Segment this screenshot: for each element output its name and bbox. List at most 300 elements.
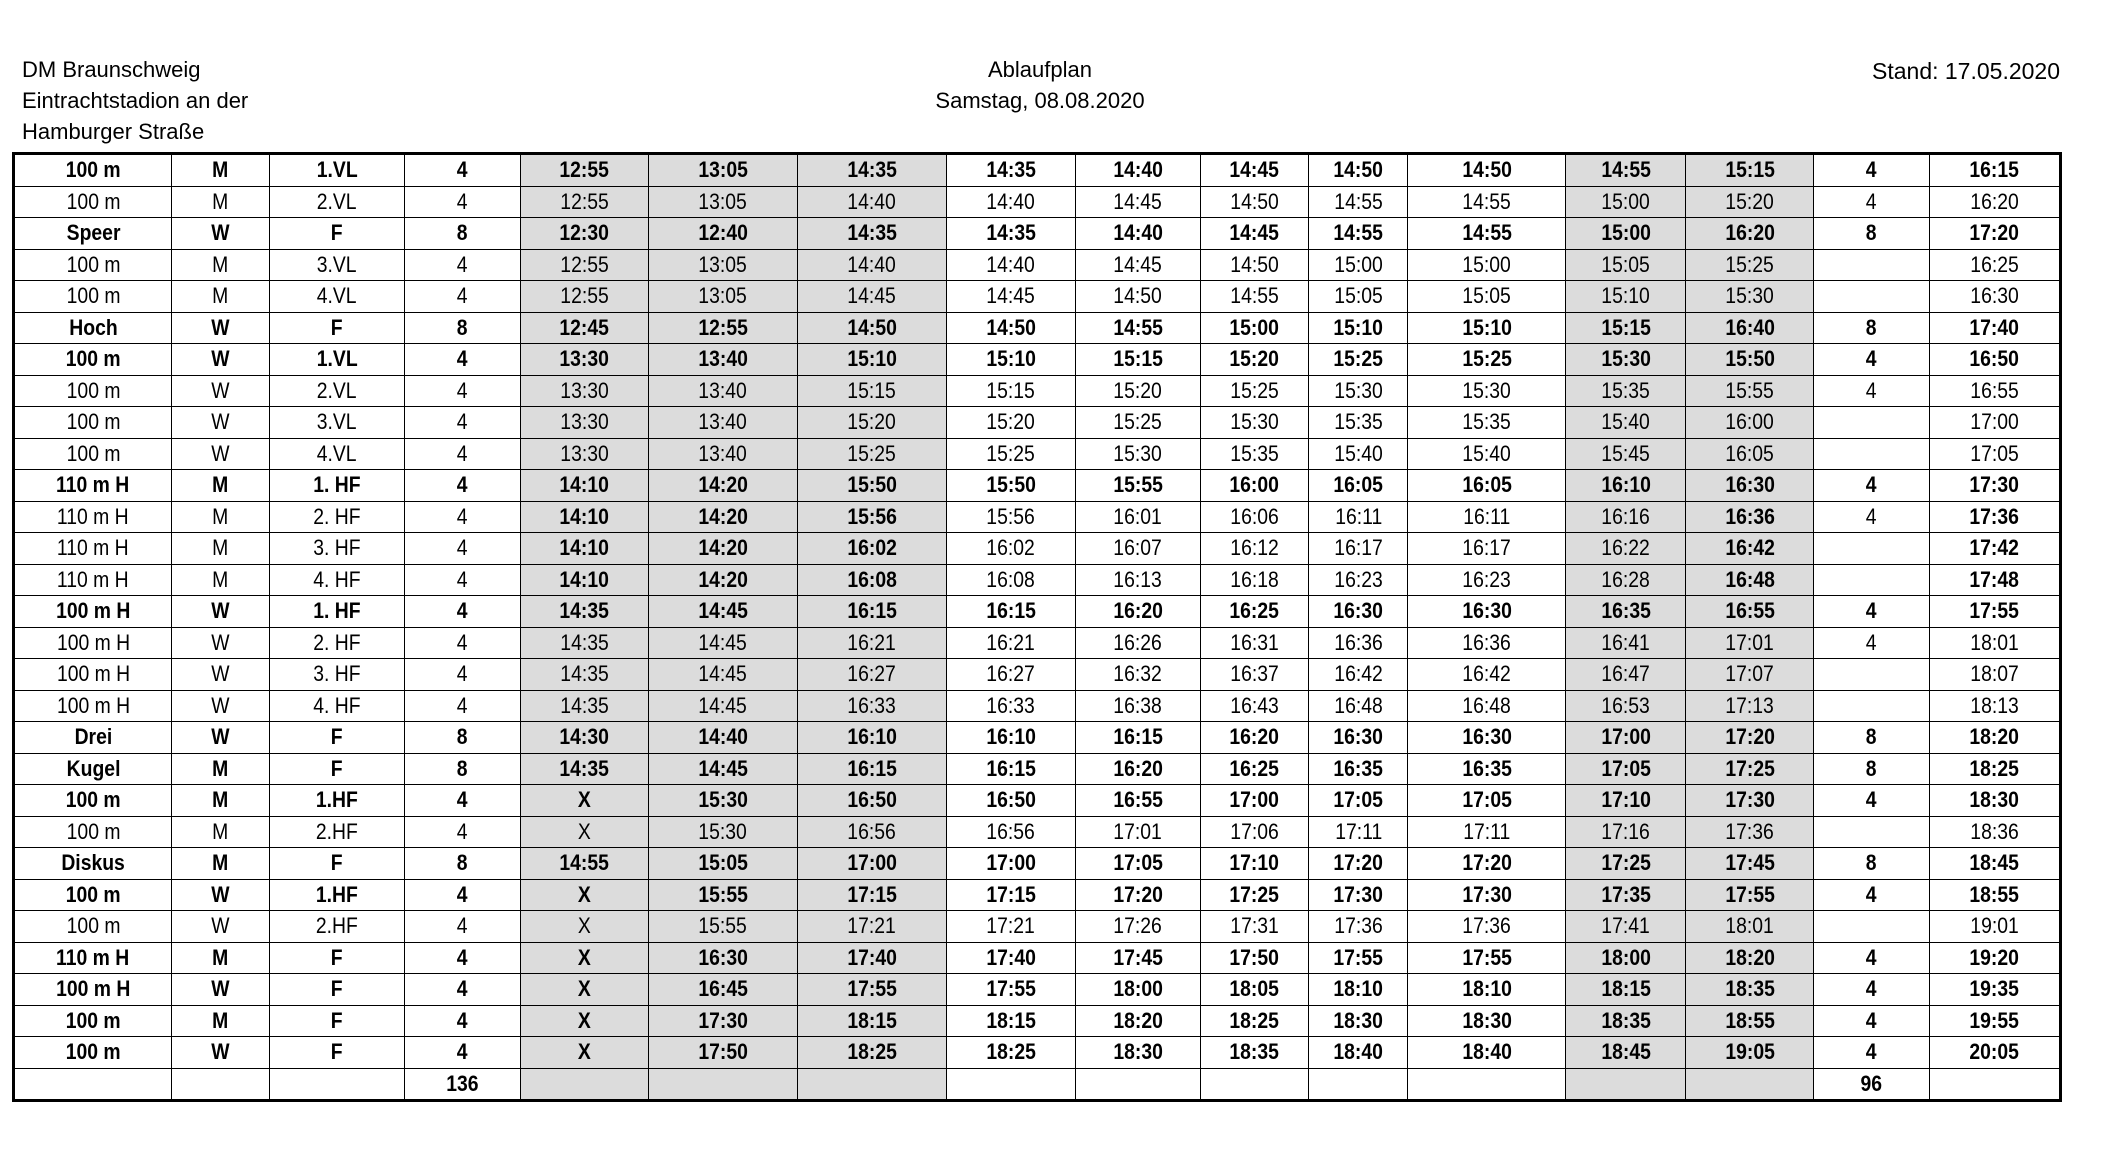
table-cell <box>648 344 797 376</box>
table-cell <box>14 596 172 628</box>
table-cell <box>797 281 946 313</box>
table-cell <box>1929 785 2060 817</box>
table-cell <box>1814 533 1930 565</box>
table-cell <box>172 438 270 470</box>
table-cell <box>1566 470 1686 502</box>
table-cell <box>1814 186 1930 218</box>
table-cell <box>269 564 404 596</box>
table-cell <box>172 942 270 974</box>
cell-text: 19:01 <box>1970 913 2019 939</box>
cell-text: 4 <box>456 535 468 561</box>
cell-text: 16:55 <box>1112 787 1163 813</box>
cell-text: 14:10 <box>559 566 609 592</box>
table-cell <box>797 533 946 565</box>
table-cell <box>1686 690 1814 722</box>
table-cell <box>1929 659 2060 691</box>
cell-text: 15:30 <box>1600 346 1651 372</box>
cell-text: X <box>577 976 591 1002</box>
cell-text: 17:30 <box>1969 472 2020 498</box>
table-cell <box>797 154 946 187</box>
cell-text: 18:10 <box>1461 976 1512 1002</box>
table-cell <box>1408 154 1566 187</box>
table-cell <box>14 785 172 817</box>
table-cell <box>797 186 946 218</box>
cell-text: 18:15 <box>846 1007 897 1033</box>
cell-text: 18:25 <box>1969 755 2020 781</box>
table-row <box>14 911 2061 943</box>
cell-text: 16:36 <box>1724 503 1775 529</box>
table-cell <box>1200 690 1309 722</box>
table-cell <box>648 690 797 722</box>
cell-text: 16:17 <box>1462 535 1511 561</box>
table-cell <box>172 753 270 785</box>
table-cell <box>1075 1005 1200 1037</box>
cell-text: 17:16 <box>1601 818 1650 844</box>
total-cell <box>269 1068 404 1100</box>
table-cell <box>648 942 797 974</box>
table-cell <box>1309 848 1408 880</box>
cell-text: 100 m <box>65 1007 121 1033</box>
table-cell <box>1309 218 1408 250</box>
cell-text: 13:40 <box>698 409 747 435</box>
total-cell <box>1814 1068 1930 1100</box>
table-cell <box>648 848 797 880</box>
table-cell <box>797 1037 946 1069</box>
table-cell <box>14 911 172 943</box>
cell-text: 18:00 <box>1112 976 1163 1002</box>
table-cell <box>520 501 648 533</box>
table-cell <box>1200 753 1309 785</box>
table-cell <box>1566 249 1686 281</box>
table-cell <box>172 407 270 439</box>
table-cell <box>1814 249 1930 281</box>
table-cell <box>648 249 797 281</box>
cell-text: 15:40 <box>1334 440 1383 466</box>
cell-text: 17:36 <box>1334 913 1383 939</box>
table-cell <box>1075 627 1200 659</box>
table-cell <box>1929 470 2060 502</box>
cell-text: 17:31 <box>1230 913 1279 939</box>
table-cell <box>269 690 404 722</box>
cell-text: 14:50 <box>1113 283 1162 309</box>
cell-text: 17:26 <box>1113 913 1162 939</box>
cell-text: 19:20 <box>1969 944 2020 970</box>
table-cell <box>520 1005 648 1037</box>
cell-text: 100 m <box>66 188 120 214</box>
cell-text: 15:45 <box>1601 440 1650 466</box>
cell-text: 15:00 <box>1601 188 1650 214</box>
table-cell <box>520 753 648 785</box>
cell-text: 4 <box>456 787 468 813</box>
table-cell <box>1814 911 1930 943</box>
venue-line-1: DM Braunschweig <box>22 57 201 82</box>
cell-text: 100 m H <box>55 598 131 624</box>
cell-text: X <box>577 1007 591 1033</box>
table-cell <box>797 218 946 250</box>
cell-text: 15:30 <box>697 787 748 813</box>
table-cell <box>14 848 172 880</box>
cell-text: Drei <box>74 724 112 750</box>
table-cell <box>1566 564 1686 596</box>
cell-text: 16:50 <box>985 787 1036 813</box>
cell-text: F <box>330 1039 343 1065</box>
table-cell <box>1408 627 1566 659</box>
cell-text: 2. HF <box>313 629 361 655</box>
cell-text: W <box>211 913 230 939</box>
cell-text: 100 m <box>65 346 121 372</box>
cell-text: 17:01 <box>1113 818 1162 844</box>
cell-text: 13:30 <box>559 346 609 372</box>
cell-text: 16:07 <box>1113 535 1162 561</box>
cell-text: 4 <box>1866 503 1877 529</box>
table-cell <box>1200 281 1309 313</box>
cell-text: 100 m <box>66 440 120 466</box>
table-cell <box>1200 154 1309 187</box>
cell-text: 17:50 <box>697 1039 748 1065</box>
table-cell <box>946 186 1075 218</box>
table-cell <box>648 627 797 659</box>
cell-text: 17:25 <box>1600 850 1651 876</box>
cell-text: 17:21 <box>847 913 896 939</box>
cell-text: 16:10 <box>846 724 897 750</box>
cell-text: 16:30 <box>1724 472 1775 498</box>
cell-text: F <box>330 220 343 246</box>
table-cell <box>269 344 404 376</box>
cell-text: 100 m <box>66 283 120 309</box>
table-cell <box>1814 596 1930 628</box>
table-cell <box>797 407 946 439</box>
table-cell <box>520 659 648 691</box>
table-cell <box>1309 154 1408 187</box>
cell-text: 17:00 <box>846 850 897 876</box>
table-cell <box>172 249 270 281</box>
cell-text: 14:55 <box>1462 188 1511 214</box>
table-cell <box>1929 501 2060 533</box>
table-cell <box>1686 186 1814 218</box>
table-cell <box>14 470 172 502</box>
cell-text: 16:25 <box>1970 251 2019 277</box>
cell-text: 16:02 <box>846 535 897 561</box>
table-cell <box>1075 154 1200 187</box>
cell-text: 2.VL <box>316 377 357 403</box>
cell-text: 16:20 <box>1724 220 1775 246</box>
cell-text: 16:30 <box>697 944 748 970</box>
table-cell <box>1566 1037 1686 1069</box>
cell-text: W <box>211 976 230 1002</box>
cell-text: 12:55 <box>559 188 609 214</box>
total-cell <box>1309 1068 1408 1100</box>
table-cell <box>520 470 648 502</box>
table-cell <box>1309 438 1408 470</box>
table-cell <box>1929 375 2060 407</box>
table-cell <box>269 249 404 281</box>
table-cell <box>404 564 520 596</box>
table-row <box>14 501 2061 533</box>
cell-text: 14:20 <box>697 566 748 592</box>
table-cell <box>1075 438 1200 470</box>
table-cell <box>269 375 404 407</box>
table-cell <box>946 281 1075 313</box>
table-cell <box>1929 753 2060 785</box>
cell-text: 100 m <box>65 157 121 183</box>
table-cell <box>404 911 520 943</box>
table-cell <box>1566 753 1686 785</box>
cell-text: 17:10 <box>1600 787 1651 813</box>
cell-text: 16:15 <box>846 598 897 624</box>
table-cell <box>1309 879 1408 911</box>
cell-text: 4 <box>456 818 468 844</box>
table-cell <box>269 281 404 313</box>
cell-text: 16:42 <box>1462 661 1511 687</box>
cell-text: 18:30 <box>1333 1007 1384 1033</box>
cell-text: 16:21 <box>986 629 1035 655</box>
table-cell <box>797 596 946 628</box>
cell-text: X <box>577 818 591 844</box>
cell-text: 16:40 <box>1724 314 1775 340</box>
cell-text: 13:40 <box>698 440 747 466</box>
table-row <box>14 596 2061 628</box>
cell-text: 4 <box>456 913 468 939</box>
cell-text: 16:10 <box>1600 472 1651 498</box>
cell-text: 16:41 <box>1601 629 1650 655</box>
table-cell <box>1075 942 1200 974</box>
cell-text: 18:25 <box>846 1039 897 1065</box>
table-cell <box>172 501 270 533</box>
table-cell <box>172 627 270 659</box>
cell-text: 15:50 <box>846 472 897 498</box>
cell-text: 14:50 <box>846 314 897 340</box>
cell-text: 14:45 <box>697 755 748 781</box>
table-cell <box>520 596 648 628</box>
table-cell <box>520 186 648 218</box>
table-cell <box>1686 911 1814 943</box>
table-cell <box>404 281 520 313</box>
table-cell <box>172 1037 270 1069</box>
table-cell <box>269 596 404 628</box>
table-cell <box>1566 154 1686 187</box>
cell-text: 14:45 <box>1113 188 1162 214</box>
table-cell <box>946 533 1075 565</box>
cell-text: 8 <box>456 220 468 246</box>
cell-text: 15:25 <box>1230 377 1279 403</box>
cell-text: 18:00 <box>1600 944 1651 970</box>
cell-text: 16:50 <box>846 787 897 813</box>
cell-text: 18:15 <box>985 1007 1036 1033</box>
table-cell <box>1686 816 1814 848</box>
table-cell <box>1686 564 1814 596</box>
table-cell <box>404 1037 520 1069</box>
cell-text: 15:15 <box>1724 157 1775 183</box>
cell-text: 100 m <box>65 881 121 907</box>
cell-text: 15:15 <box>847 377 896 403</box>
cell-text: 110 m H <box>57 535 129 561</box>
cell-text: 100 m <box>66 818 120 844</box>
cell-text: 17:05 <box>1461 787 1512 813</box>
cell-text: 15:55 <box>698 913 747 939</box>
cell-text: 16:17 <box>1334 535 1383 561</box>
table-cell <box>1566 281 1686 313</box>
cell-text: 14:35 <box>846 157 897 183</box>
cell-text: 16:43 <box>1230 692 1279 718</box>
cell-text: F <box>330 1007 343 1033</box>
table-cell <box>1075 911 1200 943</box>
cell-text: 16:35 <box>1461 755 1512 781</box>
cell-text: 4 <box>456 409 468 435</box>
cell-text: 16:15 <box>846 755 897 781</box>
table-cell <box>1929 438 2060 470</box>
table-cell <box>946 848 1075 880</box>
cell-text: 110 m H <box>56 472 130 498</box>
table-cell <box>1566 375 1686 407</box>
cell-text: 8 <box>456 755 468 781</box>
table-cell <box>14 942 172 974</box>
cell-text: 17:20 <box>1969 220 2020 246</box>
table-cell <box>1929 1005 2060 1037</box>
table-cell <box>269 312 404 344</box>
table-cell <box>1408 816 1566 848</box>
table-cell <box>1309 1005 1408 1037</box>
table-cell <box>1309 596 1408 628</box>
table-cell <box>1566 974 1686 1006</box>
table-cell <box>14 344 172 376</box>
cell-text: 17:07 <box>1725 661 1774 687</box>
cell-text: 4 <box>1866 787 1877 813</box>
cell-text: 16:32 <box>1113 661 1162 687</box>
table-cell <box>269 659 404 691</box>
table-cell <box>1814 281 1930 313</box>
table-cell <box>1309 249 1408 281</box>
total-cell <box>1200 1068 1309 1100</box>
cell-text: 15:35 <box>1334 409 1383 435</box>
cell-text: 14:45 <box>1229 157 1280 183</box>
cell-text: 17:36 <box>1462 913 1511 939</box>
table-cell <box>404 249 520 281</box>
cell-text: 15:15 <box>1600 314 1651 340</box>
table-cell <box>1408 249 1566 281</box>
table-cell <box>946 154 1075 187</box>
cell-text: 4 <box>456 881 468 907</box>
table-cell <box>1814 690 1930 722</box>
cell-text: F <box>330 724 343 750</box>
cell-text: 16:25 <box>1229 598 1280 624</box>
cell-text: 18:40 <box>1461 1039 1512 1065</box>
cell-text: 15:20 <box>1113 377 1162 403</box>
cell-text: 16:30 <box>1461 724 1512 750</box>
cell-text: 14:35 <box>559 598 609 624</box>
table-cell <box>1686 281 1814 313</box>
table-cell <box>1408 1037 1566 1069</box>
cell-text: 17:13 <box>1725 692 1774 718</box>
table-cell <box>1929 848 2060 880</box>
cell-text: 14:45 <box>698 629 747 655</box>
cell-text: W <box>211 314 230 340</box>
cell-text: 18:55 <box>1724 1007 1775 1033</box>
cell-text: M <box>212 755 229 781</box>
cell-text: 18:40 <box>1333 1039 1384 1065</box>
table-cell <box>1929 564 2060 596</box>
table-cell <box>1408 942 1566 974</box>
table-cell <box>520 312 648 344</box>
table-cell <box>14 974 172 1006</box>
cell-text: 14:50 <box>1461 157 1512 183</box>
cell-text: 2. HF <box>313 503 361 529</box>
table-cell <box>1408 533 1566 565</box>
cell-text: 17:55 <box>1461 944 1512 970</box>
total-cell <box>520 1068 648 1100</box>
table-cell <box>1814 1005 1930 1037</box>
cell-text: 15:25 <box>986 440 1035 466</box>
table-cell <box>1686 533 1814 565</box>
cell-text: 17:50 <box>1229 944 1280 970</box>
cell-text: 17:55 <box>846 976 897 1002</box>
table-row <box>14 659 2061 691</box>
table-cell <box>1814 753 1930 785</box>
cell-text: 18:15 <box>1600 976 1651 1002</box>
cell-text: 18:45 <box>1969 850 2020 876</box>
table-cell <box>269 407 404 439</box>
table-cell <box>946 344 1075 376</box>
table-cell <box>1200 218 1309 250</box>
table-cell <box>172 785 270 817</box>
table-cell <box>1309 816 1408 848</box>
table-cell <box>1075 753 1200 785</box>
table-cell <box>520 785 648 817</box>
cell-text: 15:55 <box>1112 472 1163 498</box>
cell-text: W <box>211 724 230 750</box>
table-cell <box>1075 596 1200 628</box>
table-cell <box>1408 186 1566 218</box>
table-cell <box>1408 659 1566 691</box>
cell-text: 100 m <box>66 377 120 403</box>
cell-text: 15:10 <box>1461 314 1512 340</box>
table-cell <box>404 438 520 470</box>
table-cell <box>1309 407 1408 439</box>
cell-text: 16:10 <box>985 724 1036 750</box>
cell-text: 16:23 <box>1462 566 1511 592</box>
table-cell <box>1408 785 1566 817</box>
stand-date: Stand: 17.05.2020 <box>1872 58 2060 84</box>
table-cell <box>269 1037 404 1069</box>
cell-text: 16:05 <box>1333 472 1384 498</box>
cell-text: 17:35 <box>1600 881 1651 907</box>
cell-text: 110 m H <box>57 503 129 529</box>
cell-text: 17:40 <box>985 944 1036 970</box>
table-cell <box>946 1005 1075 1037</box>
total-cell <box>1929 1068 2060 1100</box>
title-block <box>900 54 1180 116</box>
table-cell <box>946 753 1075 785</box>
cell-text: 4 <box>456 283 468 309</box>
cell-text: 14:20 <box>697 503 748 529</box>
cell-text: 17:30 <box>697 1007 748 1033</box>
cell-text: 17:42 <box>1969 535 2020 561</box>
cell-text: M <box>212 944 229 970</box>
cell-text: 14:55 <box>1600 157 1651 183</box>
table-cell <box>797 974 946 1006</box>
table-cell <box>14 154 172 187</box>
cell-text: 110 m H <box>57 566 129 592</box>
cell-text: 8 <box>1866 755 1877 781</box>
cell-text: 16:18 <box>1230 566 1279 592</box>
table-cell <box>269 186 404 218</box>
table-cell <box>404 186 520 218</box>
cell-text: 14:35 <box>559 629 609 655</box>
table-cell <box>1309 470 1408 502</box>
cell-text: Diskus <box>61 850 125 876</box>
cell-text: 14:35 <box>559 755 609 781</box>
table-row <box>14 690 2061 722</box>
cell-text: 16:12 <box>1230 535 1279 561</box>
